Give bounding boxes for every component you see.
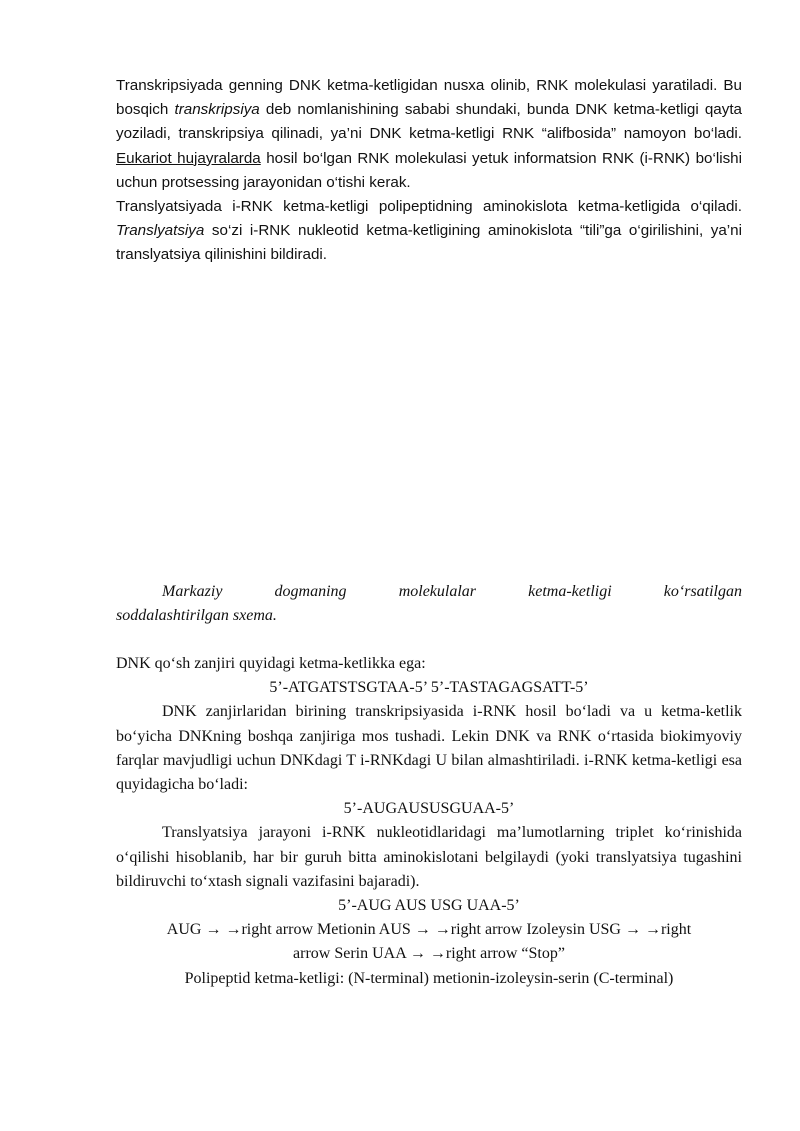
polypeptide-sequence: Polipeptid ketma-ketligi: (N-terminal) metionin-izoleysin-serin (C-terminal) — [184, 969, 674, 987]
codon-sequence: 5’-AUG AUS USG UAA-5’ — [338, 897, 520, 915]
figure-placeholder — [116, 268, 742, 580]
link-eukariot-hujayralarda[interactable]: Eukariot hujayralarda — [116, 149, 261, 167]
paragraph-transcription — [116, 74, 742, 195]
text-run: deb nomlanishining sababi shundaki, bunda DNK ketma-ketligi qayta yoziladi, transkripsiya qilinadi, ya’ni DNK ketma-ketligi RNK “alifbosida” namoyon bo‘ladi. — [116, 101, 742, 143]
codon-mapping-line1: AUG → →right arrow Metionin AUS → →right arrow Izoleysin USG → →right — [166, 921, 692, 939]
spacer — [116, 628, 742, 652]
figure-caption-line2: soddalashtirilgan sxema. — [116, 606, 277, 624]
figure-caption-line1: Markaziy dogmaning molekulalar ketma-ketligi ko‘rsatilgan — [162, 582, 742, 600]
rna-sequence: 5’-AUGAUSUSGUAA-5’ — [343, 800, 515, 818]
term-translyatsiya: Translyatsiya — [116, 222, 205, 240]
dna-sequence: 5’-ATGATSTSGTAA-5’ 5’-TASTAGAGSATT-5’ — [269, 679, 589, 697]
text-run: Translyatsiyada i-RNK ketma-ketligi polipeptidning aminokislota ketma-ketligida o‘qiladi. — [116, 198, 742, 216]
text-run: so‘zi i-RNK nukleotid ketma-ketligining aminokislota “tili”ga o‘girilishini, ya’ni translyatsiya qilinishini bildiradi. — [116, 222, 742, 264]
term-transkripsiya: transkripsiya — [174, 101, 260, 119]
codon-mapping-line2: arrow Serin UAA → →right arrow “Stop” — [293, 945, 565, 963]
paragraph-translation — [116, 195, 742, 268]
text-run: Transkripsiyada genning DNK ketma-ketligidan nusxa olinib, RNK molekulasi yaratiladi. Bu bosqich — [116, 77, 742, 119]
document-page — [116, 74, 742, 991]
dna-intro: DNK qo‘sh zanjiri quyidagi ketma-ketlikka ega: — [116, 655, 426, 673]
text-run: hosil bo‘lgan RNK molekulasi yetuk informatsion RNK (i-RNK) bo‘lishi uchun protsessing jarayonidan o‘tishi kerak. — [116, 149, 742, 191]
paragraph-rna: DNK zanjirlaridan birining transkripsiyasida i-RNK hosil bo‘ladi va u ketma-ketlik bo‘yicha DNKning boshqa zanjiriga mos tushadi. Lekin DNK va RNK o‘rtasida biokimyoviy farqlar mavjudligi uchun DNKdagi T i-RNKdagi U bilan almashtiriladi. i-RNK ketma-ketligi esa quyidagicha bo‘ladi: — [116, 703, 742, 794]
paragraph-translation-process: Translyatsiya jarayoni i-RNK nukleotidlaridagi ma’lumotlarning triplet ko‘rinishida o‘qilishi hisoblanib, har bir guruh bitta aminokislotani belgilaydi (yoki translyatsiya tugashini bildiruvchi to‘xtash signali vazifasini bajaradi). — [116, 824, 742, 890]
